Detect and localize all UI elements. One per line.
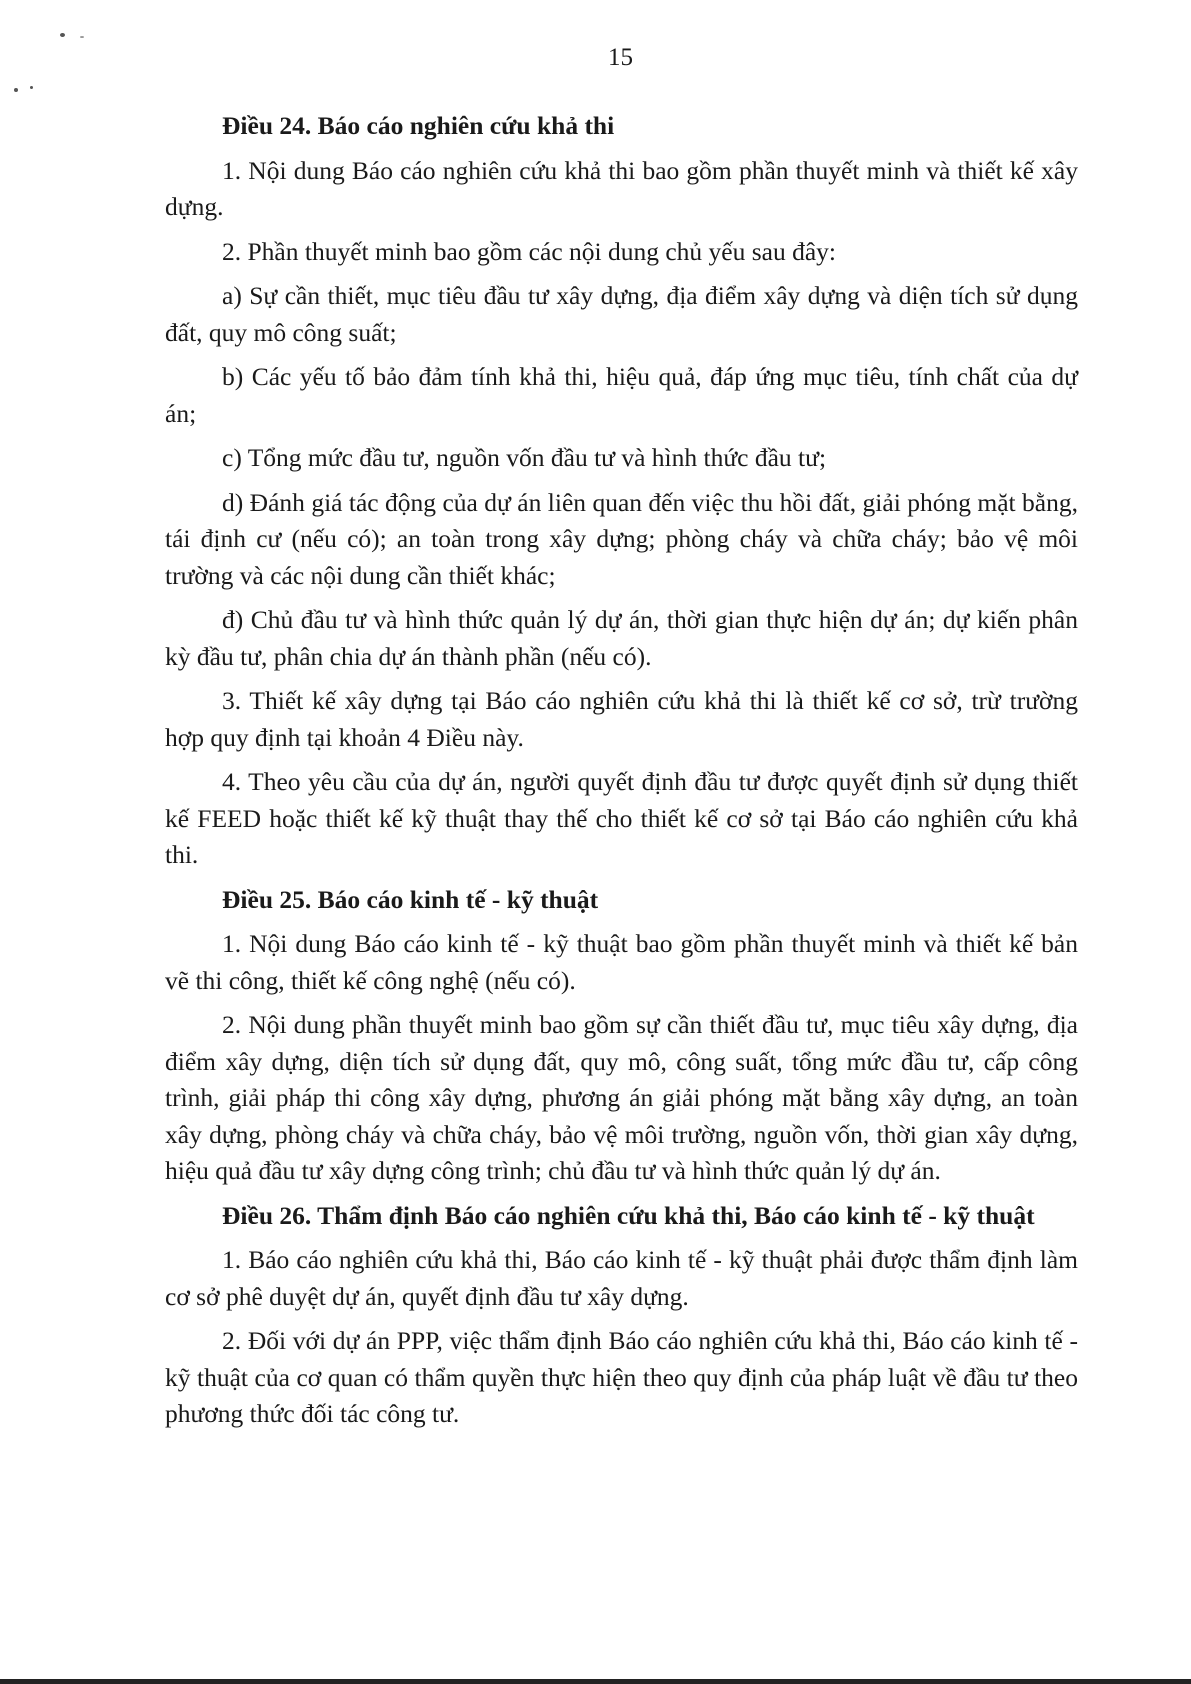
scan-bottom-edge <box>0 1679 1191 1684</box>
paragraph: 3. Thiết kế xây dựng tại Báo cáo nghiên cứu khả thi là thiết kế cơ sở, trừ trường hợp quy định tại khoản 4 Điều này. <box>165 686 1078 752</box>
paragraph: c) Tổng mức đầu tư, nguồn vốn đầu tư và hình thức đầu tư; <box>222 443 827 472</box>
scan-speck <box>60 33 65 37</box>
paragraph: a) Sự cần thiết, mục tiêu đầu tư xây dựng, địa điểm xây dựng và diện tích sử dụng đất, quy mô công suất; <box>165 281 1078 347</box>
paragraph: 2. Phần thuyết minh bao gồm các nội dung chủ yếu sau đây: <box>222 236 837 266</box>
article-heading: Điều 25. Báo cáo kinh tế - kỹ thuật <box>222 884 599 914</box>
paragraph: 2. Đối với dự án PPP, việc thẩm định Báo cáo nghiên cứu khả thi, Báo cáo kinh tế - kỹ thuật của cơ quan có thẩm quyền thực hiện theo quy định của pháp luật về đầu tư theo phương thức đối tác công tư. <box>165 1326 1078 1428</box>
paragraph: b) Các yếu tố bảo đảm tính khả thi, hiệu quả, đáp ứng mục tiêu, tính chất của dự án; <box>165 362 1078 428</box>
scan-speck <box>14 88 18 92</box>
paragraph: 2. Nội dung phần thuyết minh bao gồm sự cần thiết đầu tư, mục tiêu xây dựng, địa điểm xây dựng, diện tích sử dụng đất, quy mô, công suất, tổng mức đầu tư, cấp công trình, giải pháp thi công xây dựng, phương án giải phóng mặt bằng xây dựng, an toàn xây dựng, phòng cháy và chữa cháy, bảo vệ môi trường, nguồn vốn, thời gian xây dựng, hiệu quả đầu tư xây dựng công trình; chủ đầu tư và hình thức quản lý dự án. <box>165 1010 1078 1185</box>
document-body <box>165 108 1078 1441</box>
paragraph: d) Đánh giá tác động của dự án liên quan đến việc thu hồi đất, giải phóng mặt bằng, tái định cư (nếu có); an toàn trong xây dựng; phòng cháy và chữa cháy; bảo vệ môi trường và các nội dung cần thiết khác; <box>165 487 1078 590</box>
article-26 <box>165 1198 1078 1433</box>
paragraph: 1. Nội dung Báo cáo kinh tế - kỹ thuật bao gồm phần thuyết minh và thiết kế bản vẽ thi công, thiết kế công nghệ (nếu có). <box>165 929 1078 995</box>
article-25 <box>165 882 1078 1190</box>
page-number: 15 <box>608 44 633 71</box>
scan-speck <box>80 36 84 38</box>
article-heading: Điều 24. Báo cáo nghiên cứu khả thi <box>222 111 615 140</box>
scan-speck <box>30 86 33 89</box>
paragraph: đ) Chủ đầu tư và hình thức quản lý dự án, thời gian thực hiện dự án; dự kiến phân kỳ đầu tư, phân chia dự án thành phần (nếu có). <box>165 605 1078 671</box>
paragraph: 1. Nội dung Báo cáo nghiên cứu khả thi bao gồm phần thuyết minh và thiết kế xây dựng. <box>165 155 1078 221</box>
paragraph: 1. Báo cáo nghiên cứu khả thi, Báo cáo kinh tế - kỹ thuật phải được thẩm định làm cơ sở phê duyệt dự án, quyết định đầu tư xây dựng. <box>165 1245 1078 1311</box>
paragraph: 4. Theo yêu cầu của dự án, người quyết định đầu tư được quyết định sử dụng thiết kế FEED hoặc thiết kế kỹ thuật thay thế cho thiết kế cơ sở tại Báo cáo nghiên cứu khả thi. <box>165 767 1078 869</box>
article-24 <box>165 108 1078 874</box>
article-heading: Điều 26. Thẩm định Báo cáo nghiên cứu khả thi, Báo cáo kinh tế - kỹ thuật <box>222 1200 1035 1230</box>
